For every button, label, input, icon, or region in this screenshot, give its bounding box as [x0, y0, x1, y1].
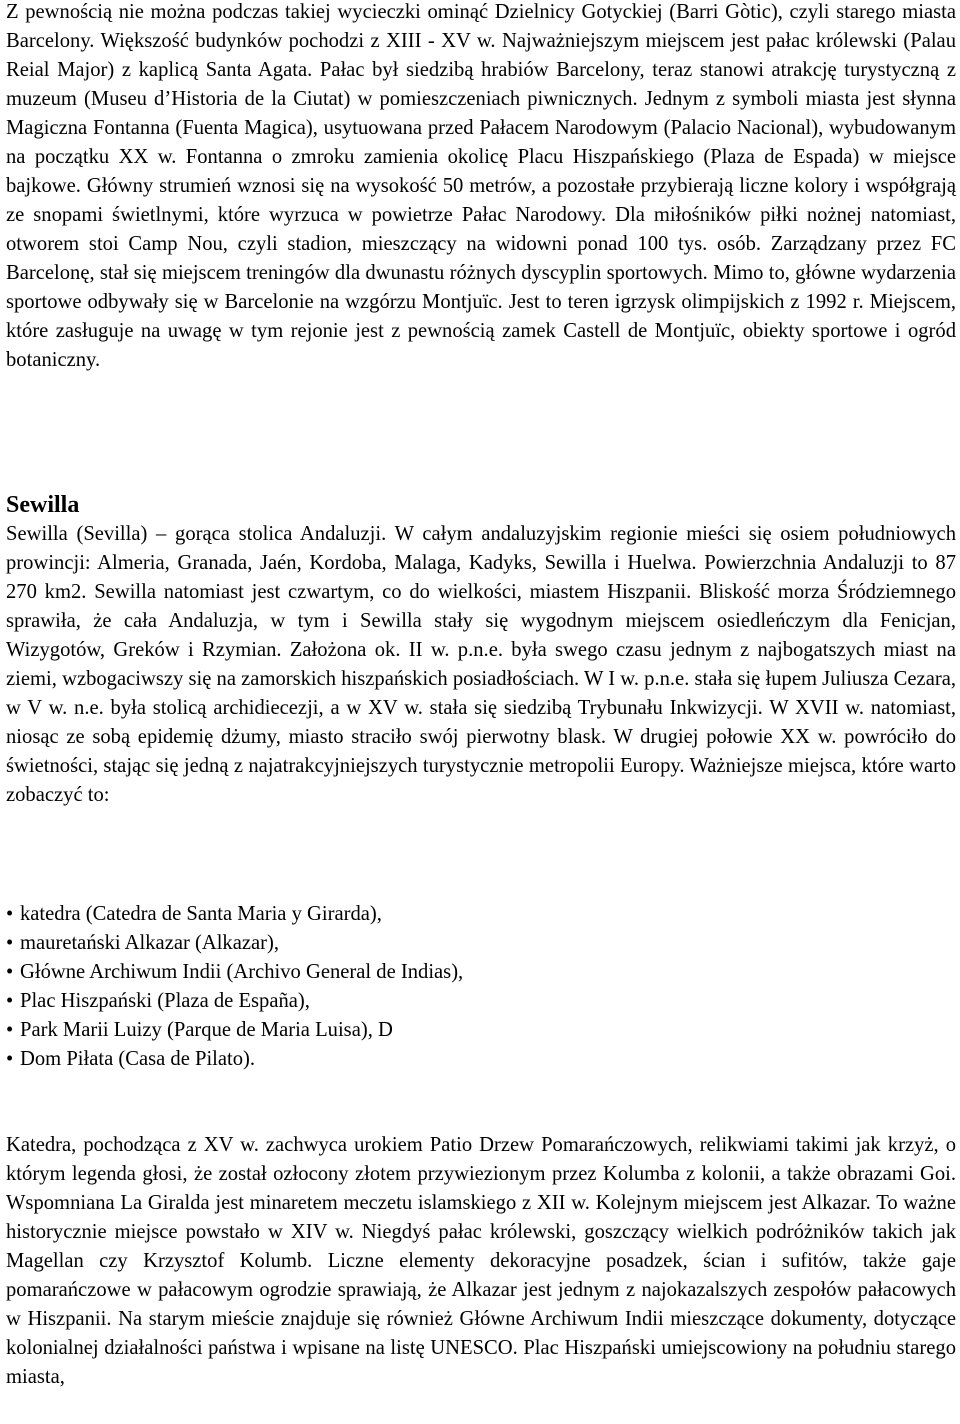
- list-item-text: Główne Archiwum Indii (Archivo General de Indias),: [20, 961, 464, 983]
- section-heading-sewilla: Sewilla: [6, 492, 80, 518]
- list-item-text: Dom Piłata (Casa de Pilato).: [20, 1048, 256, 1070]
- bullet-icon: •: [6, 1048, 14, 1070]
- paragraph-katedra: Katedra, pochodząca z XV w. zachwyca urokiem Patio Drzew Pomarańczowych, relikwiami takimi jak krzyż, o którym legenda głosi, że został ozłocony złotem przywiezionym przez Kolumba z kolonii, a także obrazami Goi. Wspomniana La Giralda jest minaretem meczetu islamskiego z XII w. Kolejnym miejscem jest Alkazar. To ważne historycznie miejsce powstało w XIV w. Niegdyś pałac królewski, goszczący wielkich podróżników takich jak Magellan czy Krzysztof Kolumb. Liczne elementy dekoracyjne posadzek, ścian i sufitów, także gaje pomarańczowe w pałacowym ogrodzie sprawiają, że Alkazar jest jednym z najokazalszych zespołów pałacowych w Hiszpanii. Na starym mieście znajduje się również Główne Archiwum Indii mieszczące dokumenty, dotyczące kolonialnej działalności państwa i wpisane na listę UNESCO. Plac Hiszpański umiejscowiony na południu starego miasta,: [6, 1134, 956, 1388]
- list-item-text: Plac Hiszpański (Plaza de España),: [20, 990, 310, 1012]
- places-list: [6, 900, 463, 1074]
- bullet-icon: •: [6, 961, 14, 983]
- bullet-icon: •: [6, 1019, 14, 1041]
- list-item: [6, 1045, 463, 1074]
- paragraph-sewilla: Sewilla (Sevilla) – gorąca stolica Andaluzji. W całym andaluzyjskim regionie mieści się osiem południowych prowincji: Almeria, Granada, Jaén, Kordoba, Malaga, Kadyks, Sewilla i Huelwa. Powierzchnia Andaluzji to 87 270 km2. Sewilla natomiast jest czwartym, co do wielkości, miastem Hiszpanii. Bliskość morza Śródziemnego sprawiła, że cała Andaluzja, w tym i Sewilla stały się wygodnym miejscem osiedleńczym dla Fenicjan, Wizygotów, Greków i Rzymian. Założona ok. II w. p.n.e. była swego czasu jednym z najbogatszych miast na ziemi, wzbogaciwszy się na zamorskich hiszpańskich posiadłościach. W I w. p.n.e. stała się łupem Juliusza Cezara, w V w. n.e. była stolicą archidiecezji, a w XV w. stała się siedzibą Trybunału Inkwizycji. W XVII w. natomiast, niosąc ze sobą epidemię dżumy, miasto straciło swój pierwotny blask. W drugiej połowie XX w. powróciło do świetności, stając się jedną z najatrakcyjniejszych turystycznie metropolii Europy. Ważniejsze miejsca, które warto zobaczyć to:: [6, 523, 956, 806]
- list-item: [6, 958, 463, 987]
- list-item-text: katedra (Catedra de Santa Maria y Girarda),: [20, 903, 382, 925]
- list-item: [6, 1016, 463, 1045]
- list-item: [6, 987, 463, 1016]
- list-item: [6, 900, 463, 929]
- bullet-icon: •: [6, 932, 14, 954]
- paragraph-barcelona: Z pewnością nie można podczas takiej wycieczki ominąć Dzielnicy Gotyckiej (Barri Gòtic), czyli starego miasta Barcelony. Większość budynków pochodzi z XIII - XV w. Najważniejszym miejscem jest pałac królewski (Palau Reial Major) z kaplicą Santa Agata. Pałac był siedzibą hrabiów Barcelony, teraz stanowi atrakcję turystyczną z muzeum (Museu d’Historia de la Ciutat) w pomieszczeniach piwnicznych. Jednym z symboli miasta jest słynna Magiczna Fontanna (Fuenta Magica), usytuowana przed Pałacem Narodowym (Palacio Nacional), wybudowanym na początku XX w. Fontanna o zmroku zamienia okolicę Placu Hiszpańskiego (Plaza de Espada) w miejsce bajkowe. Główny strumień wznosi się na wysokość 50 metrów, a pozostałe przybierają liczne kolory i współgrają ze snopami świetlnymi, które wyrzuca w powietrze Pałac Narodowy. Dla miłośników piłki nożnej natomiast, otworem stoi Camp Nou, czyli stadion, mieszczący na widowni ponad 100 tys. osób. Zarządzany przez FC Barcelonę, stał się miejscem treningów dla dwunastu różnych dyscyplin sportowych. Mimo to, główne wydarzenia sportowe odbywały się w Barcelonie na wzgórzu Montjuïc. Jest to teren igrzysk olimpijskich z 1992 r. Miejscem, które zasługuje na uwagę w tym rejonie jest z pewnością zamek Castell de Montjuïc, obiekty sportowe i ogród botaniczny.: [6, 1, 956, 371]
- bullet-icon: •: [6, 903, 14, 925]
- bullet-icon: •: [6, 990, 14, 1012]
- list-item-text: Park Marii Luizy (Parque de Maria Luisa), D: [20, 1019, 393, 1041]
- list-item: [6, 929, 463, 958]
- list-item-text: mauretański Alkazar (Alkazar),: [20, 932, 280, 954]
